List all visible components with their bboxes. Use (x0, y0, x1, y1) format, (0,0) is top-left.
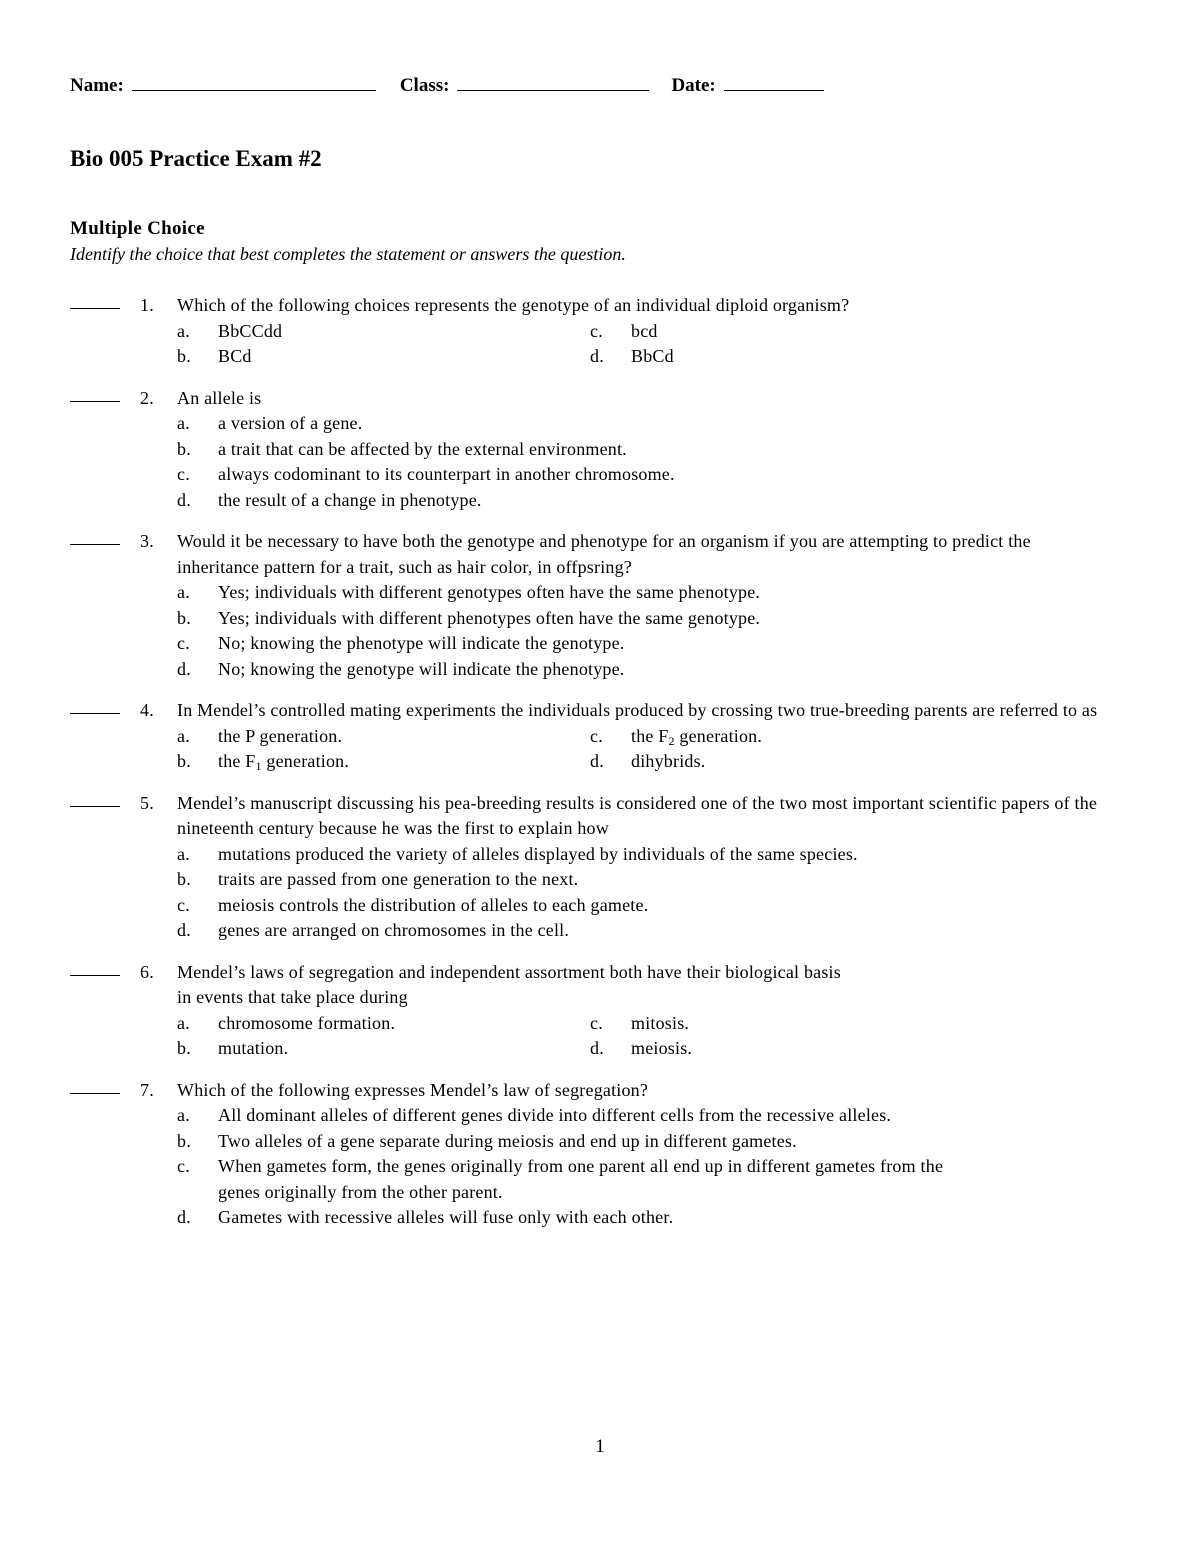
option-letter: a. (177, 413, 190, 433)
option-a (177, 580, 1200, 606)
option-letter: c. (177, 894, 190, 915)
option-d (177, 1205, 1200, 1231)
question-stem: In Mendel’s controlled mating experiments the individuals produced by crossing two true-breeding parents are referred to as (177, 700, 1098, 720)
option-text: No; knowing the genotype will indicate the phenotype. (218, 658, 625, 679)
options (177, 319, 1003, 370)
option-letter: b. (177, 607, 191, 628)
option-a (177, 1011, 590, 1037)
question-stem-line: Mendel’s laws of segregation and independent assortment both have their biological basis (177, 961, 841, 982)
question-stem: Which of the following expresses Mendel’s law of segregation? (177, 1079, 649, 1100)
option-text: All dominant alleles of different genes divide into different cells from the recessive alleles. (218, 1105, 892, 1125)
answer-blank (70, 544, 120, 545)
question-stem (177, 960, 1117, 1011)
option-text: Gametes with recessive alleles will fuse only with each other. (218, 1207, 674, 1227)
option-text: meiosis controls the distribution of alleles to each gamete. (218, 894, 649, 915)
option-letter: a. (177, 582, 190, 602)
name-label: Name: (70, 75, 124, 96)
student-info-header (70, 74, 824, 97)
option-letter: a. (177, 320, 190, 341)
section-instructions: Identify the choice that best completes the statement or answers the question. (70, 244, 626, 264)
option-text: BbCCdd (218, 320, 283, 341)
option-b (177, 437, 1200, 463)
option-letter: a. (177, 1012, 190, 1033)
option-letter: b. (177, 869, 191, 889)
options (177, 1011, 1003, 1062)
options (177, 580, 1200, 682)
question-number: 5. (140, 792, 154, 813)
option-text: traits are passed from one generation to the next. (218, 869, 579, 889)
option-d (590, 749, 1003, 775)
question-number: 7. (140, 1079, 154, 1100)
option-text: Yes; individuals with different phenotypes often have the same genotype. (218, 607, 761, 628)
question-number: 6. (140, 961, 154, 982)
option-c (590, 724, 1003, 750)
question-stem: An allele is (177, 387, 262, 408)
option-a (177, 319, 590, 345)
exam-title: Bio 005 Practice Exam #2 (70, 146, 322, 171)
question-list (0, 293, 1200, 1247)
page-number: 1 (595, 1436, 605, 1457)
option-d (590, 344, 1003, 370)
option-text: the P generation. (218, 725, 343, 746)
question-stem: Which of the following choices represents the genotype of an individual diploid organism? (177, 295, 850, 315)
class-field (400, 74, 650, 97)
option-letter: d. (177, 1207, 191, 1227)
option-text: When gametes form, the genes originally from one parent all end up in different gametes from the genes originally from the other parent. (218, 1156, 944, 1202)
options (177, 411, 1200, 513)
option-letter: d. (177, 658, 191, 679)
answer-blank (70, 713, 120, 714)
option-text: BCd (218, 346, 252, 366)
option-letter: d. (177, 920, 191, 940)
option-letter: a. (177, 1105, 190, 1125)
option-letter: c. (177, 464, 190, 484)
option-text: always codominant to its counterpart in another chromosome. (218, 464, 675, 484)
question-number: 4. (140, 700, 154, 720)
option-letter: a. (177, 725, 190, 746)
question-stem-line: in events that take place during (177, 987, 408, 1007)
option-text (218, 749, 590, 775)
subscript: 1 (255, 759, 262, 773)
section-title: Multiple Choice (70, 218, 205, 239)
option-b (177, 749, 590, 775)
question-7 (0, 1078, 1200, 1231)
option-d (177, 488, 1200, 514)
question-2 (0, 386, 1200, 514)
option-letter: d. (177, 489, 191, 510)
option-c (590, 1011, 1003, 1037)
option-text: genes are arranged on chromosomes in the cell. (218, 920, 570, 940)
question-stem: Mendel’s manuscript discussing his pea-breeding results is considered one of the two most important scientific papers of the nineteenth century because he was the first to explain how (177, 792, 1098, 838)
date-field (671, 74, 823, 97)
date-blank (724, 74, 824, 91)
option-c (590, 319, 1003, 345)
question-number: 1. (140, 295, 154, 315)
option-text-pre: the F (631, 725, 669, 746)
option-letter: c. (177, 1156, 190, 1176)
option-text: dihybrids. (631, 751, 706, 771)
option-text: bcd (631, 320, 658, 341)
option-text: Two alleles of a gene separate during meiosis and end up in different gametes. (218, 1130, 797, 1151)
option-text-pre: the F (218, 751, 256, 771)
option-a (177, 1103, 1200, 1129)
option-text: BbCd (631, 346, 674, 366)
option-letter: b. (177, 1038, 191, 1058)
question-6 (0, 960, 1200, 1062)
option-letter: d. (590, 751, 604, 771)
question-stem: Would it be necessary to have both the genotype and phenotype for an organism if you are attempting to predict the inheritance pattern for a trait, such as hair color, in offpsring? (177, 531, 1031, 577)
answer-blank (70, 806, 120, 807)
option-a (177, 842, 1200, 868)
option-text: the result of a change in phenotype. (218, 489, 482, 510)
option-a (177, 724, 590, 750)
question-1 (0, 293, 1200, 370)
option-text: mutation. (218, 1038, 289, 1058)
option-letter: c. (590, 320, 603, 341)
option-letter: d. (590, 346, 604, 366)
class-blank (457, 74, 649, 91)
options (177, 842, 1200, 944)
option-text: meiosis. (631, 1038, 693, 1058)
option-c (177, 631, 1200, 657)
option-letter: b. (177, 438, 191, 459)
option-text (631, 724, 1003, 750)
option-a (177, 411, 1200, 437)
option-b (177, 867, 1200, 893)
option-text: mitosis. (631, 1012, 690, 1033)
option-b (177, 344, 590, 370)
option-b (177, 1129, 1200, 1155)
subscript: 2 (668, 733, 675, 748)
option-text: a trait that can be affected by the external environment. (218, 438, 627, 459)
option-letter: c. (590, 725, 603, 746)
options (177, 1103, 1200, 1231)
option-text: a version of a gene. (218, 413, 363, 433)
date-label: Date: (671, 75, 716, 96)
option-letter: c. (590, 1012, 603, 1033)
option-text-post: generation. (261, 751, 350, 771)
option-d (590, 1036, 1003, 1062)
name-field (70, 74, 376, 97)
option-letter: c. (177, 633, 190, 653)
question-number: 3. (140, 531, 154, 551)
option-text: mutations produced the variety of alleles displayed by individuals of the same species. (218, 843, 858, 864)
class-label: Class: (399, 75, 450, 96)
options (177, 724, 1003, 775)
option-d (177, 657, 1200, 683)
answer-blank (70, 1093, 120, 1094)
name-blank (132, 74, 376, 91)
option-d (177, 918, 1200, 944)
option-b (177, 1036, 590, 1062)
option-c (177, 893, 1200, 919)
option-letter: b. (177, 346, 191, 366)
question-4 (0, 698, 1200, 775)
option-text-post: generation. (674, 725, 763, 746)
answer-blank (70, 401, 120, 402)
question-5 (0, 791, 1200, 944)
answer-blank (70, 975, 120, 976)
option-letter: b. (177, 1130, 191, 1151)
option-letter: b. (177, 751, 191, 771)
question-number: 2. (140, 387, 154, 408)
option-text: Yes; individuals with different genotypes often have the same phenotype. (218, 582, 761, 602)
option-text: No; knowing the phenotype will indicate the genotype. (218, 633, 625, 653)
option-text: chromosome formation. (218, 1012, 396, 1033)
question-3 (0, 529, 1200, 682)
option-c (177, 462, 1200, 488)
option-c (177, 1154, 1200, 1205)
option-letter: a. (177, 843, 190, 864)
option-b (177, 606, 1200, 632)
option-letter: d. (590, 1038, 604, 1058)
answer-blank (70, 308, 120, 309)
